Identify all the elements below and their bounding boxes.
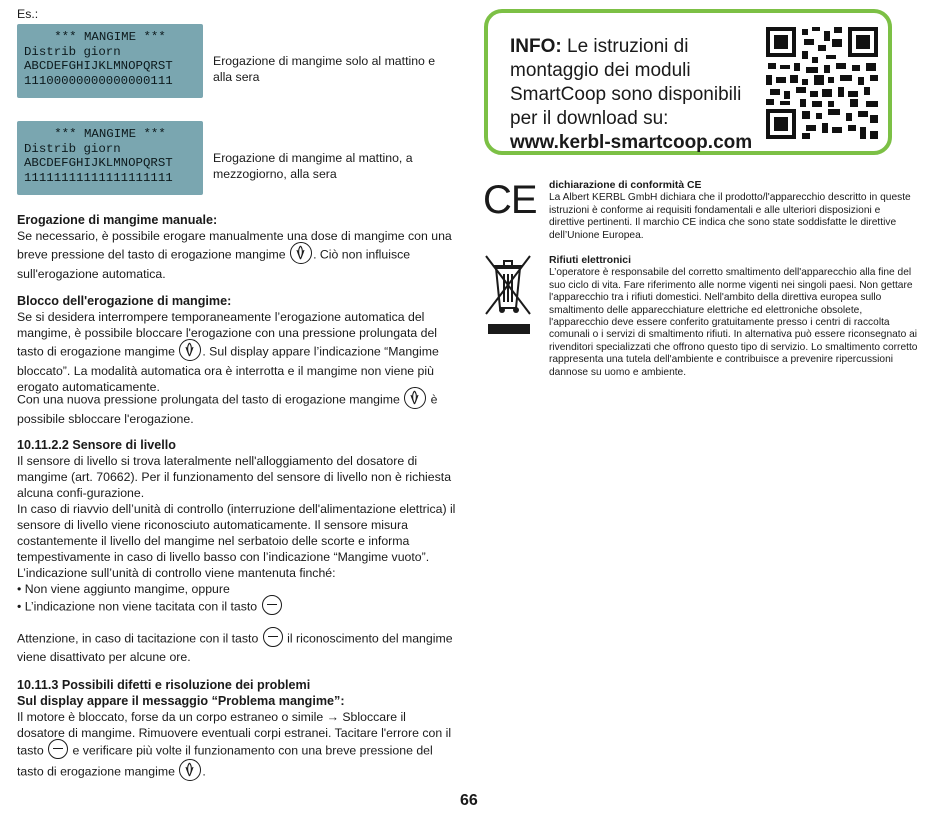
lcd-display-2 <box>17 121 203 195</box>
lcd1-caption: Erogazione di mangime solo al mattino e alla sera <box>213 54 436 84</box>
lcd-line: ABCDEFGHIJKLMNOPQRST <box>24 156 173 170</box>
paragraph-text: . Sul display appare l’indicazione “Mangime bloccato”. La modalità automatica ora è interrotta e il mangime non viene più erogato automaticamente. <box>17 344 439 394</box>
unblock-paragraph <box>17 389 462 427</box>
paragraph-text: Il sensore di livello si trova lateralmente nell'alloggiamento del dosatore di mangime (art. 70662). Per il funzionamento del sensore di livello non è richiesta alcuna confi-gurazione. <box>17 454 452 500</box>
weee-text: L’operatore è responsabile del corretto smaltimento dell'apparecchio alla fine del suo ciclo di vita. Fare riferimento alle norme vigenti nei singoli paesi. Non gettare l'apparecchio tra i rifiuti domestici. Nell'ambito della direttiva europea sullo smaltimento delle apparecchiature elettriche ed elettroniche obsolete, l'apparecchio deve essere conferito gratuitamente presso i centri di raccolta comunali o i servizi di smaltimento rifiuti. In alternativa può essere riconsegnato ai rivenditori specializzati che offrono questo tipo di servizio. Lo smaltimento corretto rappresenta una tutela dell'ambiente e contribuisce a prevenire ripercussioni dannose su uomo e ambiente. <box>549 267 918 378</box>
section-heading: 10.11.2.2 Sensore di livello <box>17 438 176 452</box>
paragraph-text: Se si desidera interrompere temporaneamente l’erogazione automatica del mangime, è possibile bloccare l'erogazione con una pressione prolungata del tasto di erogazione mangime <box>17 310 438 359</box>
download-link[interactable]: www.kerbl-smartcoop.com <box>510 132 753 153</box>
paragraph-text: e verificare più volte il funzionamento con una breve pressione del tasto di erogazione mangime <box>17 743 433 779</box>
info-text: Le istruzioni di montaggio dei moduli SmartCoop sono disponibili per il download su: <box>510 36 742 129</box>
level-sensor-section <box>17 437 457 665</box>
ce-text: La Albert KERBL GmbH dichiara che il prodotto/l'apparecchio descritto in queste istruzioni è conforme ai requisiti fondamentali e alle ulteriori disposizioni e direttive pertinenti. Il marchio CE indica che sono state soddisfatte le direttive dell’Unione Europea. <box>549 192 911 241</box>
minus-button-icon <box>48 739 68 759</box>
lcd-line: Distrib giorn <box>24 141 121 156</box>
feed-button-icon <box>179 759 201 781</box>
lcd-line: 11111111111111111111 <box>24 170 173 185</box>
paragraph-text: Con una nuova pressione prolungata del tasto di erogazione mangime <box>17 392 400 407</box>
paragraph-text: Attenzione, in caso di tacitazione con il tasto <box>17 631 259 646</box>
page-number: 66 <box>460 792 478 809</box>
paragraph-text: L’indicazione sull’unità di controllo viene mantenuta finché: <box>17 566 336 580</box>
lcd-line: Distrib giorn <box>24 44 121 59</box>
section-heading: Erogazione di mangime manuale: <box>17 213 218 227</box>
section-subheading: Sul display appare il messaggio “Problema mangime”: <box>17 694 345 708</box>
weee-heading: Rifiuti elettronici <box>549 255 631 266</box>
lcd2-caption: Erogazione di mangime al mattino, a mezzogiorno, alla sera <box>213 151 413 181</box>
minus-button-icon <box>263 627 283 647</box>
example-label: Es.: <box>17 7 39 21</box>
paragraph-text: Se necessario, è possibile erogare manualmente una dose di mangime con una breve pressione del tasto di erogazione mangime <box>17 229 452 262</box>
info-label: INFO: <box>510 36 562 57</box>
section-heading: Blocco dell'erogazione di mangime: <box>17 294 232 308</box>
ce-heading: dichiarazione di conformità CE <box>549 180 702 191</box>
minus-button-icon <box>262 595 282 615</box>
lcd-line: 11100000000000000111 <box>24 73 173 88</box>
block-section <box>17 293 457 395</box>
lcd-line: ABCDEFGHIJKLMNOPQRST <box>24 59 173 73</box>
paragraph-text: Il motore è bloccato, forse da un corpo estraneo o simile → Sbloccare il dosatore di mangime. Rimuovere eventuali corpi estranei. Tacitare l'errore con il tasto <box>17 710 452 758</box>
weee-bin-icon <box>484 252 532 338</box>
feed-button-icon <box>404 387 426 409</box>
bullet-item: • Non viene aggiunto mangime, oppure <box>17 582 230 596</box>
feed-button-icon <box>290 242 312 264</box>
qr-code-icon[interactable] <box>766 27 878 139</box>
weee-section <box>549 255 919 379</box>
paragraph-text: . <box>202 764 206 779</box>
paragraph-text: . Ciò non influisce sull'erogazione automatica. <box>17 247 411 281</box>
manual-section <box>17 212 457 282</box>
section-heading: 10.11.3 Possibili difetti e risoluzione dei problemi <box>17 678 311 692</box>
feed-button-icon <box>179 339 201 361</box>
ce-declaration <box>549 180 917 242</box>
paragraph-text: In caso di riavvio dell’unità di controllo (interruzione dell'alimentazione elettrica) il sensore di livello viene riconosciuto automaticamente. Il sensore misura costantemente il livello del mangime nel serbatoio delle scorte e informa tempestivamente in caso di livello basso con l’indicazione “Mangime vuoto”. <box>17 502 456 564</box>
lcd-title: *** MANGIME *** <box>54 30 166 44</box>
bullet-item: • L’indicazione non viene tacitata con il tasto <box>17 599 258 614</box>
paragraph-text: è possibile sbloccare l'erogazione. <box>17 392 438 426</box>
faults-section <box>17 677 457 783</box>
paragraph-text: il riconoscimento del mangime viene disattivato per alcune ore. <box>17 631 453 664</box>
ce-mark-icon: CE <box>483 178 537 222</box>
info-box <box>484 9 892 155</box>
lcd-title: *** MANGIME *** <box>54 127 166 141</box>
lcd-display-1 <box>17 24 203 98</box>
